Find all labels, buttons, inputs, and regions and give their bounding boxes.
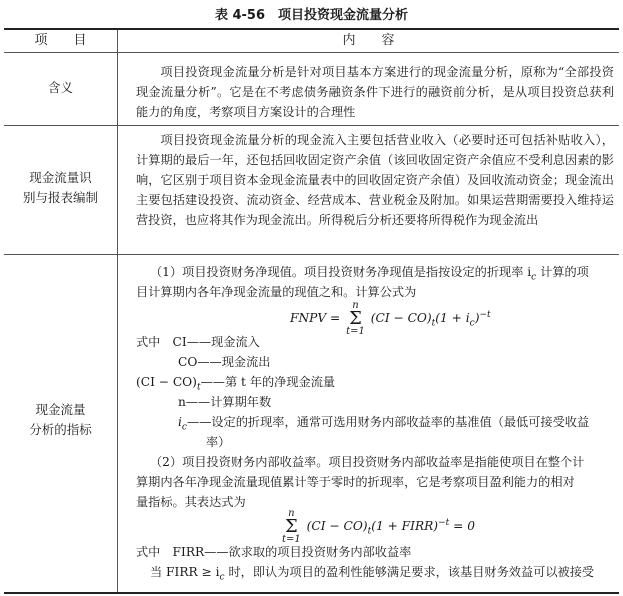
row-text-identification: 项目投资现金流量分析的现金流入主要包括营业收入（必要时还可包括补贴收入），计算期的最后一年，还包括回收固定资产余值（该回收固定资产余值应不受利息因素的影响，它区别于项目资本金现金流量表中的回收固定资产余值）及回收流动资金；现金流出主要包括建设投资、流动资金、经营成本、营业税金及附加。如果运营期需要投入维持运营投资，也应将其作为现金流出。所得税后分析还要将所得税作为现金流出: [136, 133, 614, 227]
row-text-meaning: 项目投资现金流量分析是针对项目基本方案进行的现金流量分析，原称为“全部投资现金流量分析”。它是在不考虑债务融资条件下进行的融资前分析，是从项目投资总获利能力的角度，考察项目方案设计的合理性: [136, 65, 614, 119]
row-label-identification: [4, 168, 117, 208]
definition-net-flow: $(CI - CO)_t——$第 t 年的净现金流量: [136, 375, 336, 393]
row-label-identification-line1: 现金流量识: [29, 170, 92, 185]
column-divider: [117, 30, 118, 592]
npv-formula: FNPV = n Σ t=1 $(CI - CO)_t(1 + i_c)^{-t}$: [290, 299, 491, 337]
row-label-indicators: [4, 400, 117, 440]
definition-firr: 式中 FIRR——欲求取的项目投资财务内部收益率: [136, 545, 412, 559]
definition-n: n——计算期年数: [178, 395, 272, 409]
firr-definition-line3: 量指标。其表达式为: [136, 495, 246, 509]
firr-formula: n Σ t=1 $(CI - CO)_t(1$ + FIRR)$^{-t}$ = 0: [282, 507, 475, 545]
row-label-indicators-line2: 分析的指标: [29, 422, 92, 437]
row-label-indicators-line1: 现金流量: [35, 402, 86, 417]
firr-criterion: 当 FIRR ≥ $i_c$ 时，即认为项目的盈利性能够满足要求，该基目财务效益可以被接受: [150, 565, 595, 583]
summation-symbol: n Σ t=1: [346, 299, 365, 337]
definition-ic: $i_c——$设定的折现率，通常可选用财务内部收益率的基准值（最低可接受收益: [178, 415, 590, 433]
table-title: 表 4-56 项目投资现金流量分析: [214, 8, 409, 23]
header-item-column: 项 目: [34, 33, 87, 48]
row-label-identification-line2: 别与报表编制: [22, 190, 98, 205]
row2-divider: [4, 254, 619, 255]
row-label-meaning: 含义: [47, 80, 73, 95]
npv-definition-line2: 目计算期内各年净现金流量的现值之和。计算公式为: [136, 285, 417, 299]
firr-definition-line1: （2）项目投资财务内部收益率。项目投资财务内部收益率是指能使项目在整个计: [150, 455, 585, 469]
npv-definition-line1: （1）项目投资财务净现值。项目投资财务净现值是指按设定的折现率 $i_c$ 计算的项: [150, 265, 589, 283]
definition-co: CO——现金流出: [178, 355, 271, 369]
definition-ic-continued: 率）: [206, 435, 231, 449]
firr-definition-line2: 算期内各年净现金流量现值累计等于零时的折现率，它是考察项目盈利能力的相对: [136, 475, 575, 489]
header-content-column: 内 容: [342, 33, 395, 48]
definition-ci: 式中 CI——现金流入: [136, 335, 260, 349]
row1-divider: [4, 125, 619, 126]
bottom-rule: [4, 592, 619, 594]
summation-symbol: n Σ t=1: [282, 507, 301, 545]
header-divider: [4, 52, 619, 53]
